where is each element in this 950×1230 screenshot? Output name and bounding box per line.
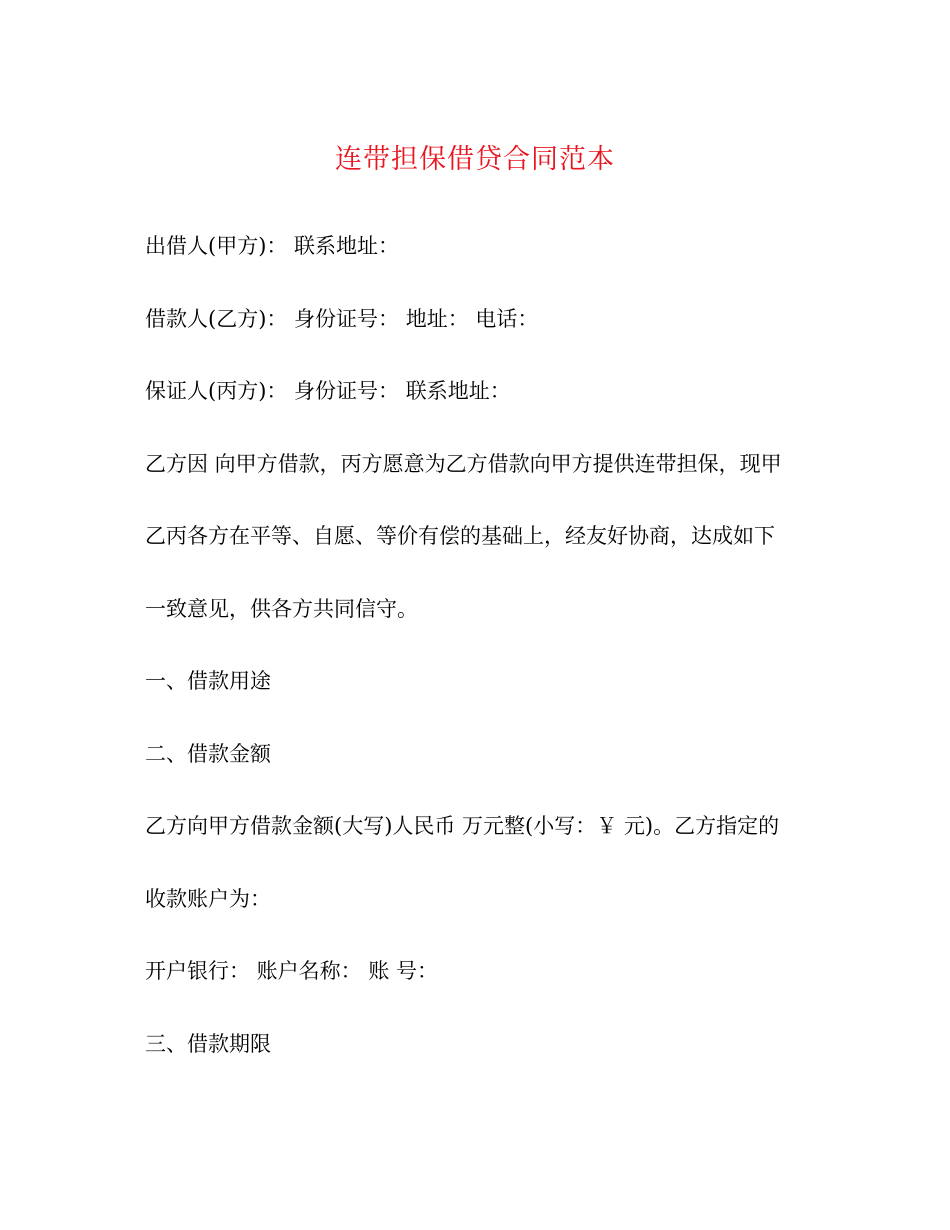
- borrower-line: 借款人(乙方)： 身份证号： 地址： 电话：: [145, 307, 539, 331]
- body-text-line: 乙方因 向甲方借款，丙方愿意为乙方借款向甲方提供连带担保，现甲: [145, 452, 782, 476]
- guarantor-line: 保证人(丙方)： 身份证号： 联系地址：: [145, 379, 511, 403]
- section-heading-loan-purpose: 一、借款用途: [145, 669, 271, 693]
- section-heading-loan-term: 三、借款期限: [145, 1032, 271, 1056]
- bank-account-line: 开户银行： 账户名称： 账 号：: [145, 959, 439, 983]
- body-text-line: 乙丙各方在平等、自愿、等价有偿的基础上，经友好协商，达成如下: [145, 524, 775, 548]
- body-text-line: 一致意见，供各方共同信守。: [145, 597, 418, 621]
- body-text-line: 乙方向甲方借款金额(大写)人民币 万元整(小写：￥ 元)。乙方指定的: [145, 814, 780, 838]
- document-title: 连带担保借贷合同范本: [335, 144, 615, 175]
- section-heading-loan-amount: 二、借款金额: [145, 742, 271, 766]
- lender-line: 出借人(甲方)： 联系地址：: [145, 234, 400, 258]
- body-text-line: 收款账户为：: [145, 887, 271, 911]
